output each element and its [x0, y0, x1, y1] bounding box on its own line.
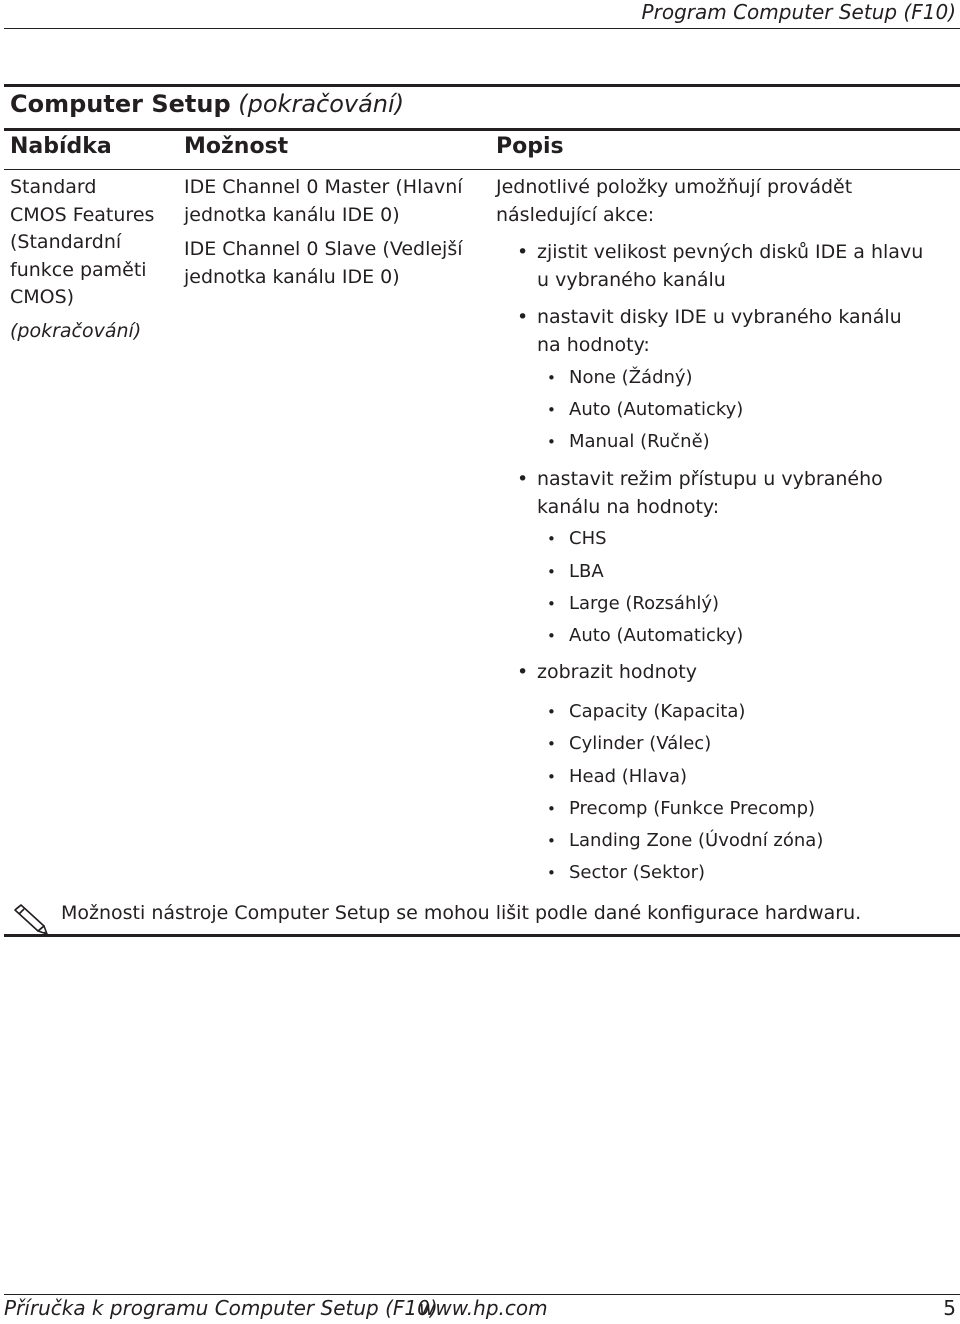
column-header-option: Možnost — [184, 134, 289, 159]
bullet-icon: • — [547, 530, 556, 548]
bullet-icon: • — [547, 595, 556, 613]
menu-line: CMOS) — [10, 286, 75, 308]
table-title-main: Computer Setup — [10, 90, 231, 118]
pencil-note-icon — [10, 900, 50, 936]
list-item — [517, 238, 924, 294]
sub-list-item — [547, 560, 604, 584]
sub-list-item-text: Auto (Automaticky) — [569, 625, 744, 646]
list-item — [517, 303, 902, 359]
option-line: jednotka kanálu IDE 0) — [184, 265, 400, 288]
list-item — [517, 658, 697, 686]
sub-list-item-text: Head (Hlava) — [569, 766, 688, 787]
list-item-line: zobrazit hodnoty — [537, 661, 697, 683]
sub-list-item — [547, 797, 816, 821]
option-line: IDE Channel 0 Master (Hlavní — [184, 176, 463, 198]
sub-list-item — [547, 765, 688, 789]
sub-list-item — [547, 527, 607, 551]
list-item-line: zjistit velikost pevných disků IDE a hlavu — [537, 241, 924, 263]
bullet-icon: • — [547, 563, 556, 581]
sub-list-item — [547, 592, 720, 616]
sub-list-item-text: Sector (Sektor) — [569, 862, 706, 883]
footer-title: Příručka k programu Computer Setup (F10) — [4, 1296, 438, 1320]
sub-list-item — [547, 430, 710, 454]
bullet-icon: • — [547, 369, 556, 387]
sub-list-item — [547, 700, 746, 724]
menu-line: funkce paměti — [10, 258, 147, 281]
sub-list-item — [547, 398, 744, 422]
sub-list-item-text: Capacity (Kapacita) — [569, 701, 746, 722]
sub-list-item-text: Cylinder (Válec) — [569, 733, 712, 754]
running-header: Program Computer Setup (F10) — [641, 0, 956, 24]
bullet-icon: • — [517, 241, 529, 263]
bullet-icon: • — [547, 800, 556, 818]
header-rule — [4, 28, 960, 29]
bullet-icon: • — [547, 627, 556, 645]
table-title-rule — [4, 128, 960, 131]
footer-url: www.hp.com — [419, 1296, 548, 1320]
sub-list-item-text: Landing Zone (Úvodní zóna) — [569, 830, 824, 851]
description-intro — [496, 174, 852, 229]
bullet-icon: • — [517, 306, 529, 328]
sub-list-item-text: None (Žádný) — [569, 367, 693, 388]
table-bottom-rule — [4, 934, 960, 937]
sub-list-item-text: CHS — [569, 528, 607, 549]
description-line: Jednotlivé položky umožňují provádět — [496, 176, 853, 198]
note-text: Možnosti nástroje Computer Setup se mohou lišit podle dané konfigurace hardwaru. — [61, 902, 862, 924]
sub-list-item-text: Precomp (Funkce Precomp) — [569, 798, 816, 819]
sub-list-item — [547, 829, 824, 853]
table-top-rule — [4, 84, 960, 87]
sub-list-item-text: Auto (Automaticky) — [569, 399, 744, 420]
menu-line: CMOS Features — [10, 203, 155, 226]
list-item-line: nastavit režim přístupu u vybraného — [537, 468, 883, 490]
menu-line: Standard — [10, 176, 97, 198]
option-cell — [184, 174, 463, 291]
page-footer — [4, 1294, 960, 1324]
sub-list-item — [547, 624, 744, 648]
page-number: 5 — [943, 1296, 956, 1320]
list-item-line: u vybraného kanálu — [537, 269, 726, 291]
menu-continued: (pokračování) — [10, 319, 142, 342]
column-header-description: Popis — [496, 134, 564, 159]
bullet-icon: • — [517, 468, 529, 490]
option-slave — [184, 236, 463, 291]
sub-list-item — [547, 366, 693, 390]
menu-line: (Standardní — [10, 231, 122, 253]
list-item-line: kanálu na hodnoty: — [537, 496, 720, 518]
option-line: jednotka kanálu IDE 0) — [184, 203, 400, 226]
table-header-rule — [4, 169, 960, 170]
bullet-icon: • — [547, 433, 556, 451]
bullet-icon: • — [517, 661, 529, 683]
table-title — [10, 89, 404, 119]
sub-list-item — [547, 861, 706, 885]
bullet-icon: • — [547, 703, 556, 721]
bullet-icon: • — [547, 768, 556, 786]
bullet-icon: • — [547, 864, 556, 882]
bullet-icon: • — [547, 832, 556, 850]
table-title-continued: (pokračování) — [238, 90, 405, 118]
menu-cell — [10, 174, 154, 345]
sub-list-item-text: LBA — [569, 561, 604, 582]
option-line: IDE Channel 0 Slave (Vedlejší — [184, 238, 463, 260]
list-item — [517, 465, 883, 521]
description-line: následující akce: — [496, 203, 655, 226]
option-master — [184, 174, 463, 229]
bullet-icon: • — [547, 735, 556, 753]
sub-list-item — [547, 732, 712, 756]
list-item-line: nastavit disky IDE u vybraného kanálu — [537, 306, 902, 328]
bullet-icon: • — [547, 401, 556, 419]
list-item-line: na hodnoty: — [537, 334, 650, 356]
column-header-menu: Nabídka — [10, 134, 112, 159]
sub-list-item-text: Large (Rozsáhlý) — [569, 593, 720, 614]
sub-list-item-text: Manual (Ručně) — [569, 431, 710, 452]
